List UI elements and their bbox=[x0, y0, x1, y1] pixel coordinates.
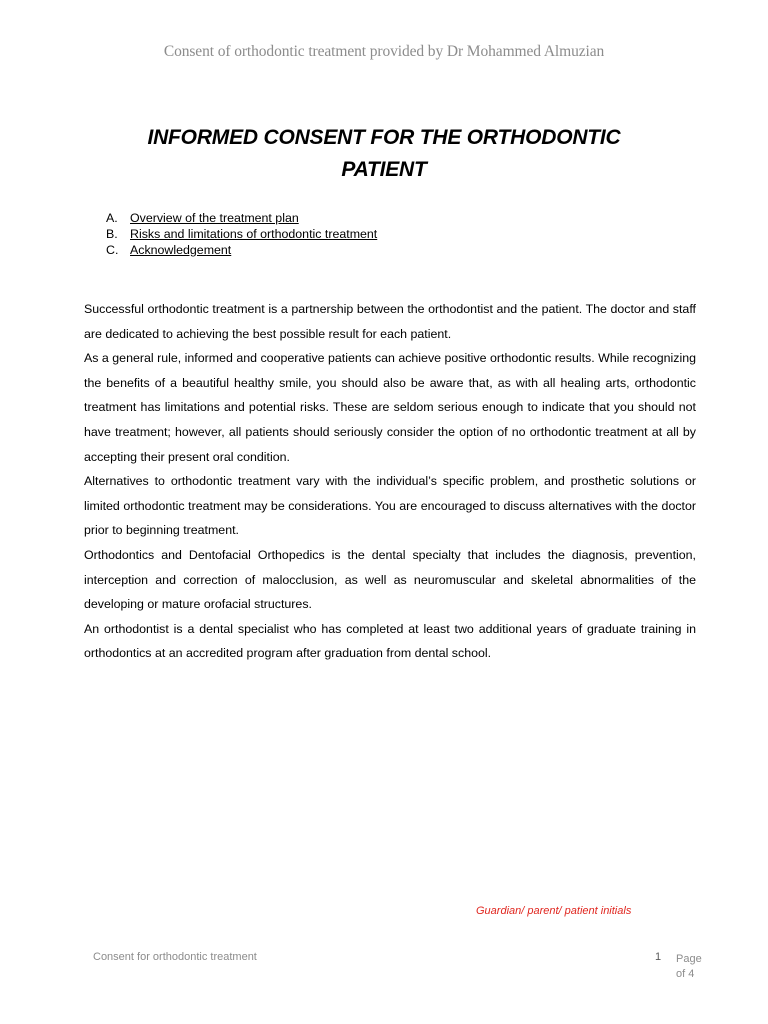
toc-item-acknowledgement bbox=[106, 242, 377, 258]
document-body bbox=[84, 297, 696, 666]
footer-page-total: of 4 bbox=[676, 968, 695, 980]
toc-link-overview[interactable]: Overview of the treatment plan bbox=[130, 211, 299, 225]
page-header: Consent of orthodontic treatment provided by Dr Mohammed Almuzian bbox=[163, 43, 605, 60]
toc-item-risks bbox=[106, 226, 377, 242]
footer-page-label bbox=[676, 952, 706, 982]
footer-page-word: Page bbox=[676, 953, 702, 965]
toc-item-overview bbox=[106, 210, 377, 226]
title-line-2: PATIENT bbox=[341, 158, 427, 181]
footer-page-number: 1 bbox=[655, 951, 662, 963]
toc-link-acknowledgement[interactable]: Acknowledgement bbox=[130, 243, 232, 257]
title-line-1: INFORMED CONSENT FOR THE ORTHODONTIC bbox=[147, 126, 621, 149]
toc-letter: A. bbox=[106, 211, 118, 225]
document-title bbox=[84, 122, 684, 186]
paragraph: Orthodontics and Dentofacial Orthopedics is the dental specialty that includes the diagnosis, prevention, interception and correction of malocclusion, as well as neuromuscular and skeletal abnormalities of the developing or mature orofacial structures. bbox=[84, 547, 696, 612]
toc-letter: B. bbox=[106, 227, 118, 241]
footer-document-name: Consent for orthodontic treatment bbox=[93, 951, 257, 963]
paragraph: An orthodontist is a dental specialist who has completed at least two additional years of graduate training in orthodontics at an accredited program after graduation from dental school. bbox=[84, 621, 696, 661]
toc-letter: C. bbox=[106, 243, 119, 257]
initials-label: Guardian/ parent/ patient initials bbox=[476, 905, 632, 917]
table-of-contents bbox=[106, 210, 377, 258]
paragraph: Alternatives to orthodontic treatment vary with the individual’s specific problem, and prosthetic solutions or limited orthodontic treatment may be considerations. You are encouraged to discuss alternatives with the doctor prior to beginning treatment. bbox=[84, 474, 696, 538]
paragraph: As a general rule, informed and cooperative patients can achieve positive orthodontic results. While recognizing the benefits of a beautiful healthy smile, you should also be aware that, as with all healing arts, orthodontic treatment has limitations and potential risks. These are seldom serious enough to indicate that you should not have treatment; however, all patients should seriously consider the option of no orthodontic treatment at all by accepting their present oral condition. bbox=[84, 351, 696, 464]
paragraph: Successful orthodontic treatment is a partnership between the orthodontist and the patient. The doctor and staff are dedicated to achieving the best possible result for each patient. bbox=[84, 302, 696, 341]
toc-link-risks[interactable]: Risks and limitations of orthodontic treatment bbox=[130, 227, 378, 241]
